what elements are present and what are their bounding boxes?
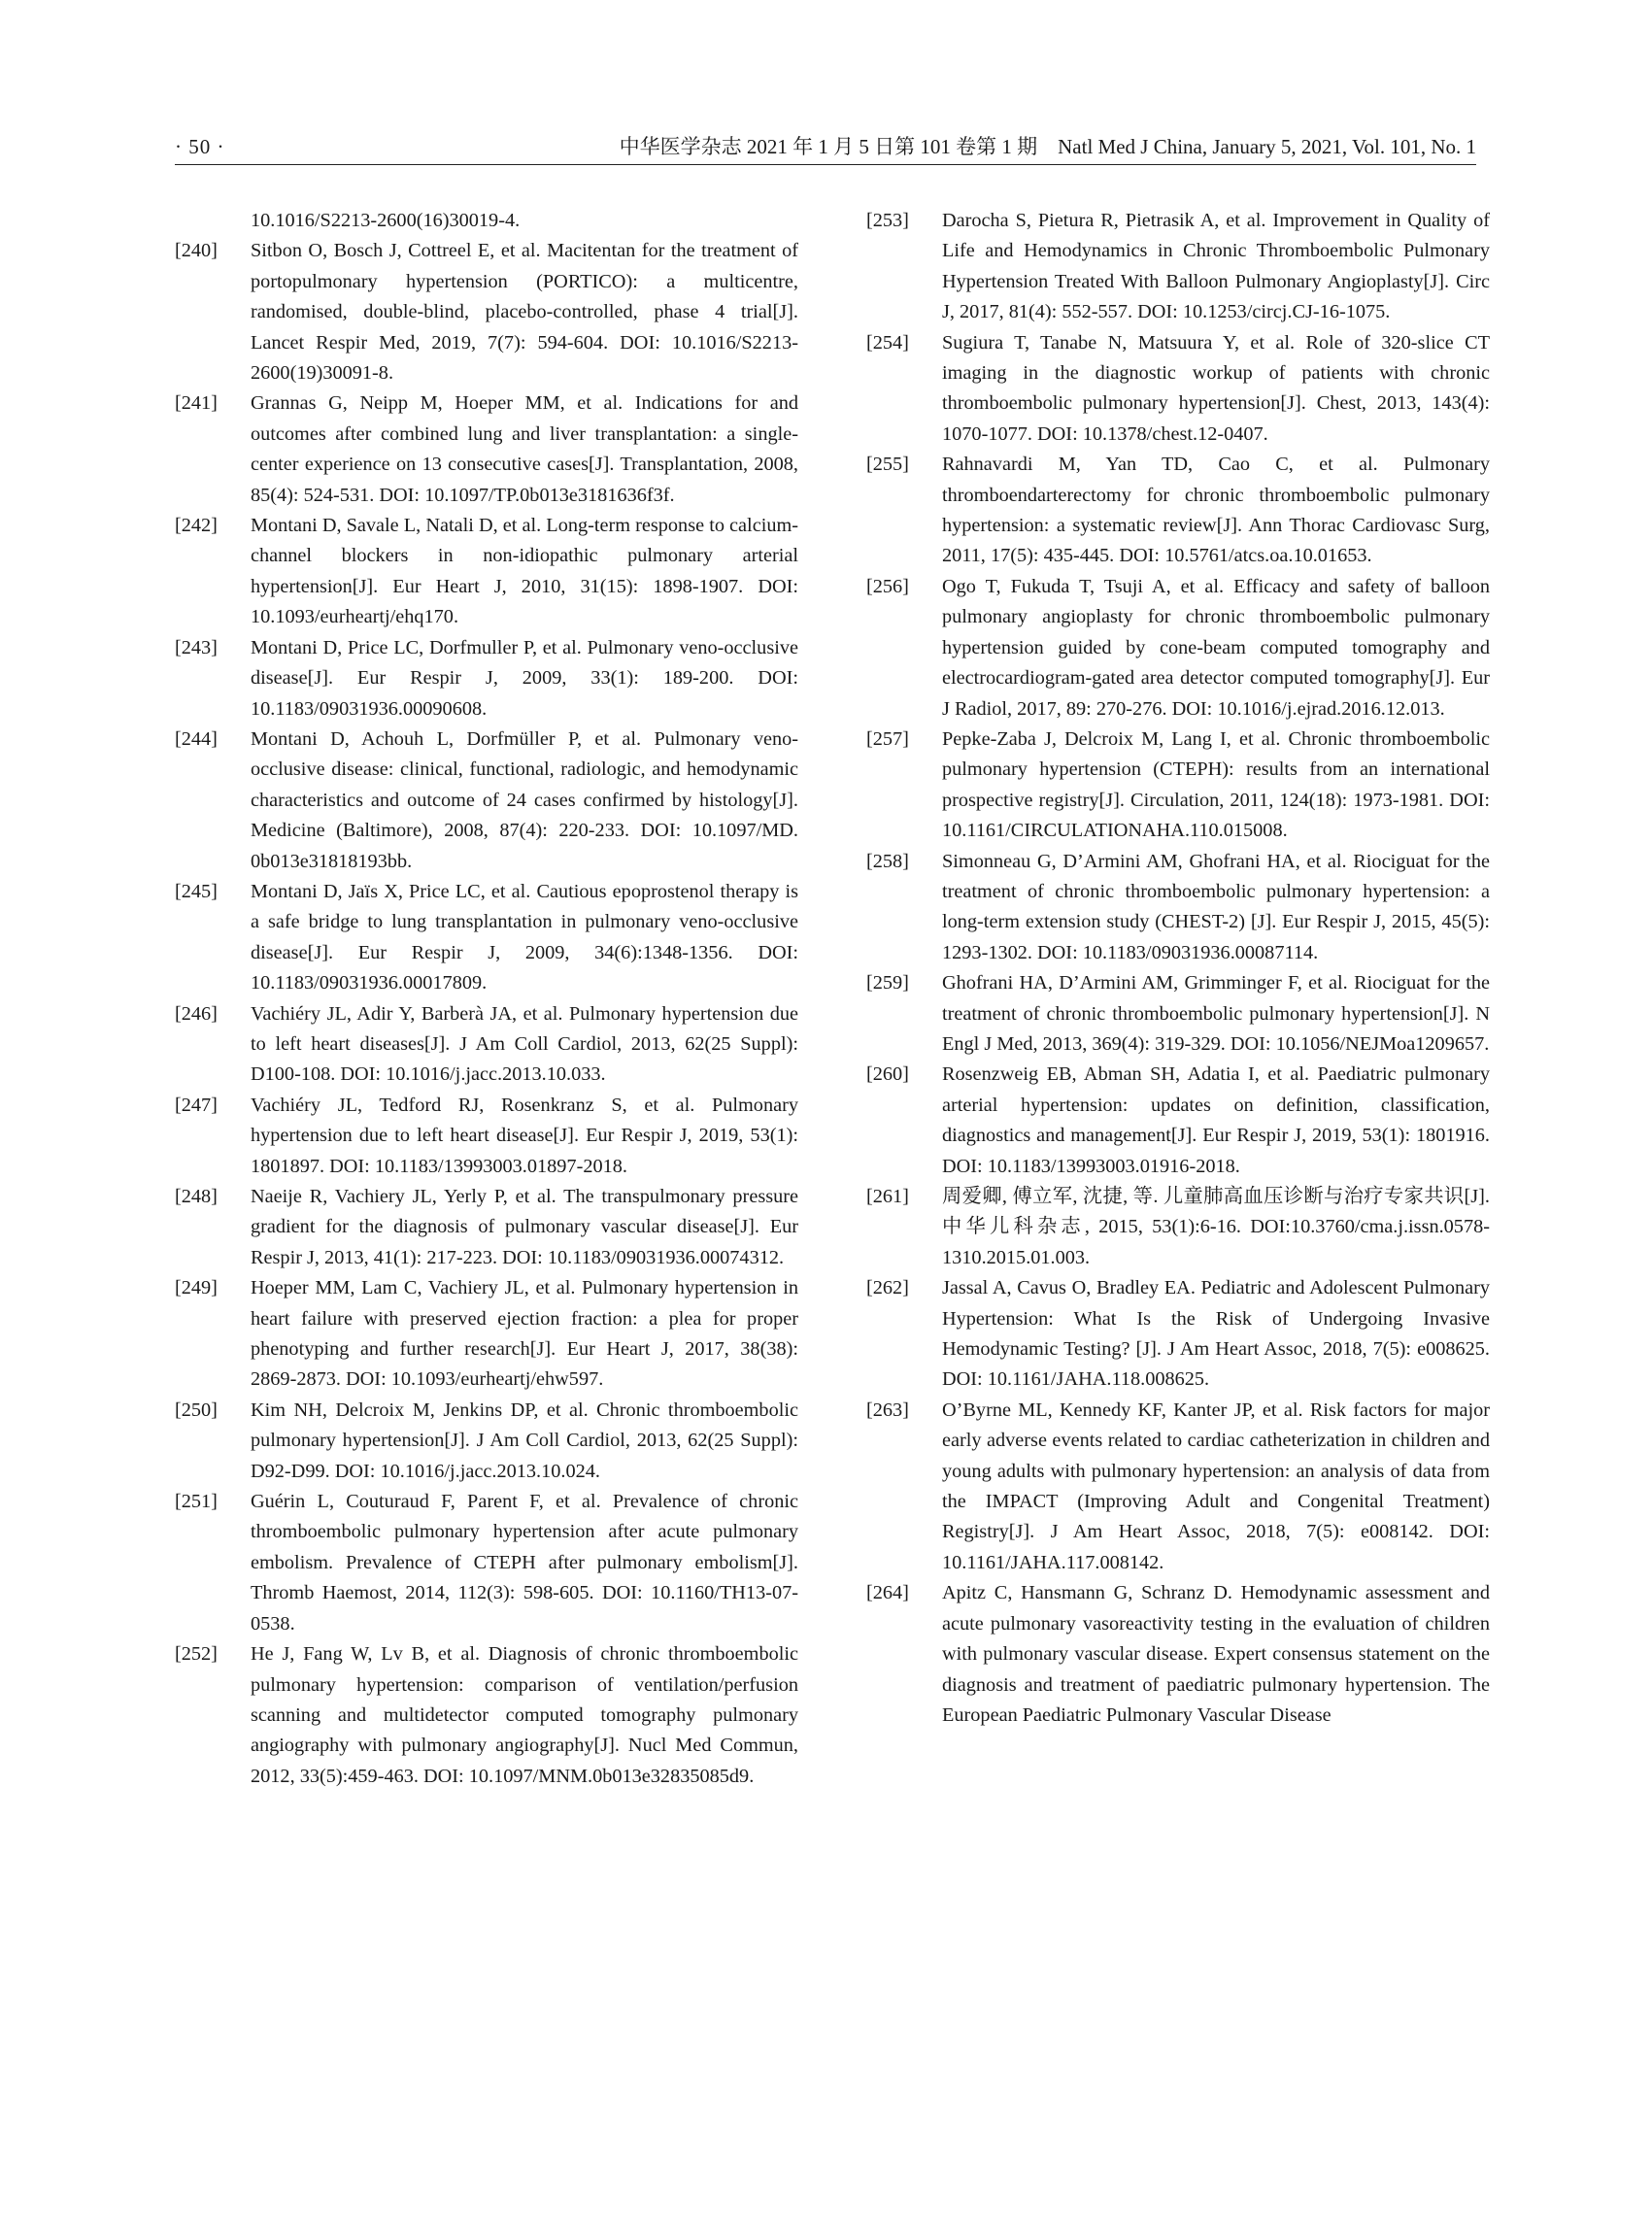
reference-text: Rahnavardi M, Yan TD, Cao C, et al. Pulmonary thromboendarterectomy for chronic thromboembolic pulmonary hypertension: a systematic review[J]. Ann Thorac Cardiovasc Surg, 2011, 17(5): 435-445. DOI: 10.5761/atcs.oa.10.01653. — [942, 454, 1490, 567]
reference-text: Jassal A, Cavus O, Bradley EA. Pediatric and Adolescent Pulmonary Hypertension: What Is the Risk of Undergoing Invasive Hemodynamic Testing? [J]. J Am Heart Assoc, 2018, 7(5): e008625. DOI: 10.1161/JAHA.118.008625. — [942, 1277, 1490, 1391]
reference-text: Rosenzweig EB, Abman SH, Adatia I, et al. Paediatric pulmonary arterial hypertension: updates on definition, classification, diagnostics and management[J]. Eur Respir J, 2019, 53(1): 1801916. DOI: 10.1183/13993003.01916-2018. — [942, 1063, 1490, 1177]
reference-item — [175, 1396, 798, 1487]
reference-item — [866, 1060, 1490, 1182]
reference-item — [175, 1182, 798, 1273]
reference-item — [175, 1487, 798, 1639]
reference-item — [866, 328, 1490, 451]
reference-item — [175, 236, 798, 388]
reference-text: Sugiura T, Tanabe N, Matsuura Y, et al. Role of 320-slice CT imaging in the diagnostic workup of patients with chronic thromboembolic pulmonary hypertension[J]. Chest, 2013, 143(4): 1070-1077. DOI: 10.1378/chest.12-0407. — [942, 331, 1490, 445]
reference-number: [244] — [175, 727, 218, 750]
reference-number: [262] — [866, 1277, 909, 1299]
reference-item — [866, 1182, 1490, 1273]
reference-item — [175, 877, 798, 999]
reference-item — [175, 511, 798, 633]
reference-number: [248] — [175, 1186, 218, 1207]
reference-text: Montani D, Achouh L, Dorfmüller P, et al. Pulmonary veno-occlusive disease: clinical, functional, radiologic, and hemodynamic characteristics and outcome of 24 cases confirmed by histology[J]. Medicine (Baltimore), 2008, 87(4): 220-233. DOI: 10.1097/MD. 0b013e31818193bb. — [251, 727, 798, 872]
reference-text: He J, Fang W, Lv B, et al. Diagnosis of chronic thromboembolic pulmonary hypertension: comparison of ventilation/perfusion scanning and multidetector computed tomography pulmonary angiography with pulmonary angiography[J]. Nucl Med Commun, 2012, 33(5):459-463. DOI: 10.1097/MNM.0b013e32835085d9. — [251, 1643, 798, 1787]
reference-number: [241] — [175, 392, 218, 415]
page-number: · 50 · — [175, 135, 225, 158]
reference-number: [243] — [175, 636, 218, 658]
reference-continuation — [175, 206, 798, 236]
reference-text: Naeije R, Vachiery JL, Yerly P, et al. The transpulmonary pressure gradient for the diagnosis of pulmonary vascular disease[J]. Eur Respir J, 2013, 41(1): 217-223. DOI: 10.1183/09031936.00074312. — [251, 1186, 798, 1268]
reference-text: Darocha S, Pietura R, Pietrasik A, et al. Improvement in Quality of Life and Hemodynamics in Chronic Thromboembolic Pulmonary Hypertension Treated With Balloon Pulmonary Angioplasty[J]. Circ J, 2017, 81(4): 552-557. DOI: 10.1253/circj.CJ-16-1075. — [942, 210, 1490, 323]
reference-text: Hoeper MM, Lam C, Vachiery JL, et al. Pulmonary hypertension in heart failure with preserved ejection fraction: a plea for proper phenotyping and further research[J]. Eur Heart J, 2017, 38(38): 2869-2873. DOI: 10.1093/eurheartj/ehw597. — [251, 1277, 798, 1391]
reference-number: [245] — [175, 880, 218, 902]
reference-number: [253] — [866, 210, 909, 231]
right-reference-list — [866, 206, 1490, 1731]
reference-item — [175, 388, 798, 511]
reference-text: Montani D, Savale L, Natali D, et al. Long-term response to calcium-channel blockers in non-idiopathic pulmonary arterial hypertension[J]. Eur Heart J, 2010, 31(15): 1898-1907. DOI: 10.1093/eurheartj/ehq170. — [251, 515, 798, 628]
reference-text: Vachiéry JL, Adir Y, Barberà JA, et al. Pulmonary hypertension due to left heart diseases[J]. J Am Coll Cardiol, 2013, 62(25 Suppl): D100-108. DOI: 10.1016/j.jacc.2013.10.033. — [251, 1002, 798, 1086]
reference-item — [866, 847, 1490, 969]
reference-text: Montani D, Jaïs X, Price LC, et al. Cautious epoprostenol therapy is a safe bridge to lung transplantation in pulmonary veno-occlusive disease[J]. Eur Respir J, 2009, 34(6):1348-1356. DOI: 10.1183/09031936.00017809. — [251, 880, 798, 995]
reference-number: [259] — [866, 972, 909, 995]
reference-text: Montani D, Price LC, Dorfmuller P, et al. Pulmonary veno-occlusive disease[J]. Eur Respir J, 2009, 33(1): 189-200. DOI: 10.1183/09031936.00090608. — [251, 636, 798, 720]
reference-text: Kim NH, Delcroix M, Jenkins DP, et al. Chronic thromboembolic pulmonary hypertension[J]. J Am Coll Cardiol, 2013, 62(25 Suppl): D92-D99. DOI: 10.1016/j.jacc.2013.10.024. — [251, 1399, 798, 1482]
reference-item — [866, 1578, 1490, 1731]
reference-item — [866, 725, 1490, 847]
left-reference-list — [175, 236, 798, 1792]
reference-item — [866, 1396, 1490, 1578]
journal-citation: 中华医学杂志 2021 年 1 月 5 日第 101 卷第 1 期 Natl Med J China, January 5, 2021, Vol. 101, No. 1 — [619, 135, 1476, 158]
reference-number: [256] — [866, 575, 909, 597]
reference-number: [247] — [175, 1094, 218, 1116]
reference-item — [866, 206, 1490, 328]
reference-number: [250] — [175, 1399, 218, 1421]
reference-number: [255] — [866, 454, 909, 476]
reference-text: Ghofrani HA, D’Armini AM, Grimminger F, et al. Riociguat for the treatment of chronic thromboembolic pulmonary hypertension[J]. N Engl J Med, 2013, 369(4): 319-329. DOI: 10.1056/NEJMoa1209657. — [942, 972, 1490, 1055]
reference-text: Guérin L, Couturaud F, Parent F, et al. Prevalence of chronic thromboembolic pulmonary hypertension after acute pulmonary embolism. Prevalence of CTEPH after pulmonary embolism[J]. Thromb Haemost, 2014, 112(3): 598-605. DOI: 10.1160/TH13-07-0538. — [251, 1491, 798, 1635]
reference-text: Apitz C, Hansmann G, Schranz D. Hemodynamic assessment and acute pulmonary vasoreactivity testing in the evaluation of children with pulmonary vascular disease. Expert consensus statement on the diagnosis and treatment of paediatric pulmonary hypertension. The European Paediatric Pulmonary Vascular Disease — [942, 1582, 1490, 1726]
left-column — [175, 206, 798, 1792]
reference-text: 10.1016/S2213-2600(16)30019-4. — [251, 210, 521, 231]
reference-text: Sitbon O, Bosch J, Cottreel E, et al. Macitentan for the treatment of portopulmonary hypertension (PORTICO): a multicentre, randomised, double-blind, placebo-controlled, phase 4 trial[J]. Lancet Respir Med, 2019, 7(7): 594-604. DOI: 10.1016/S2213-2600(19)30091-8. — [251, 240, 798, 385]
reference-item — [175, 1273, 798, 1396]
reference-number: [261] — [866, 1186, 909, 1207]
reference-item — [866, 572, 1490, 725]
reference-text: 周爱卿, 傅立军, 沈捷, 等. 儿童肺高血压诊断与治疗专家共识[J]. 中华儿科杂志, 2015, 53(1):6-16. DOI:10.3760/cma.j.issn.0578-1310.2015.01.003. — [942, 1186, 1490, 1268]
reference-number: [252] — [175, 1643, 218, 1666]
reference-item — [866, 1273, 1490, 1396]
reference-text: Pepke-Zaba J, Delcroix M, Lang I, et al. Chronic thromboembolic pulmonary hypertension (CTEPH): results from an international prospective registry[J]. Circulation, 2011, 124(18): 1973-1981. DOI: 10.1161/CIRCULATIONAHA.110.015008. — [942, 727, 1490, 842]
reference-number: [264] — [866, 1582, 909, 1604]
reference-number: [246] — [175, 1002, 218, 1025]
reference-number: [251] — [175, 1491, 218, 1513]
reference-text: Vachiéry JL, Tedford RJ, Rosenkranz S, et al. Pulmonary hypertension due to left heart disease[J]. Eur Respir J, 2019, 53(1): 1801897. DOI: 10.1183/13993003.01897-2018. — [251, 1094, 798, 1177]
reference-item — [866, 450, 1490, 572]
reference-item — [175, 633, 798, 725]
right-column — [866, 206, 1490, 1731]
reference-number: [257] — [866, 727, 909, 750]
reference-text: O’Byrne ML, Kennedy KF, Kanter JP, et al. Risk factors for major early adverse events related to cardiac catheterization in children and young adults with pulmonary hypertension: an analysis of data from the IMPACT (Improving Adult and Congenital Treatment) Registry[J]. J Am Heart Assoc, 2018, 7(5): e008142. DOI: 10.1161/JAHA.117.008142. — [942, 1399, 1490, 1573]
reference-number: [263] — [866, 1399, 909, 1421]
reference-text: Simonneau G, D’Armini AM, Ghofrani HA, et al. Riociguat for the treatment of chronic thromboembolic pulmonary hypertension: a long-term extension study (CHEST-2) [J]. Eur Respir J, 2015, 45(5): 1293-1302. DOI: 10.1183/09031936.00087114. — [942, 850, 1490, 963]
reference-number: [254] — [866, 331, 909, 354]
reference-number: [240] — [175, 240, 218, 262]
running-header — [175, 132, 1476, 165]
reference-number: [249] — [175, 1277, 218, 1299]
reference-text: Ogo T, Fukuda T, Tsuji A, et al. Efficacy and safety of balloon pulmonary angioplasty for chronic thromboembolic pulmonary hypertension guided by cone-beam computed tomography and electrocardiogram-gated area detector computed tomography[J]. Eur J Radiol, 2017, 89: 270-276. DOI: 10.1016/j.ejrad.2016.12.013. — [942, 575, 1490, 720]
reference-number: [242] — [175, 515, 218, 537]
reference-item — [175, 1639, 798, 1792]
reference-number: [258] — [866, 850, 909, 872]
reference-text: Grannas G, Neipp M, Hoeper MM, et al. Indications for and outcomes after combined lung and liver transplantation: a single-center experience on 13 consecutive cases[J]. Transplantation, 2008, 85(4): 524-531. DOI: 10.1097/TP.0b013e3181636f3f. — [251, 392, 798, 506]
reference-item — [175, 725, 798, 877]
reference-item — [175, 1091, 798, 1182]
reference-item — [866, 968, 1490, 1060]
reference-number: [260] — [866, 1063, 909, 1086]
reference-item — [175, 999, 798, 1091]
